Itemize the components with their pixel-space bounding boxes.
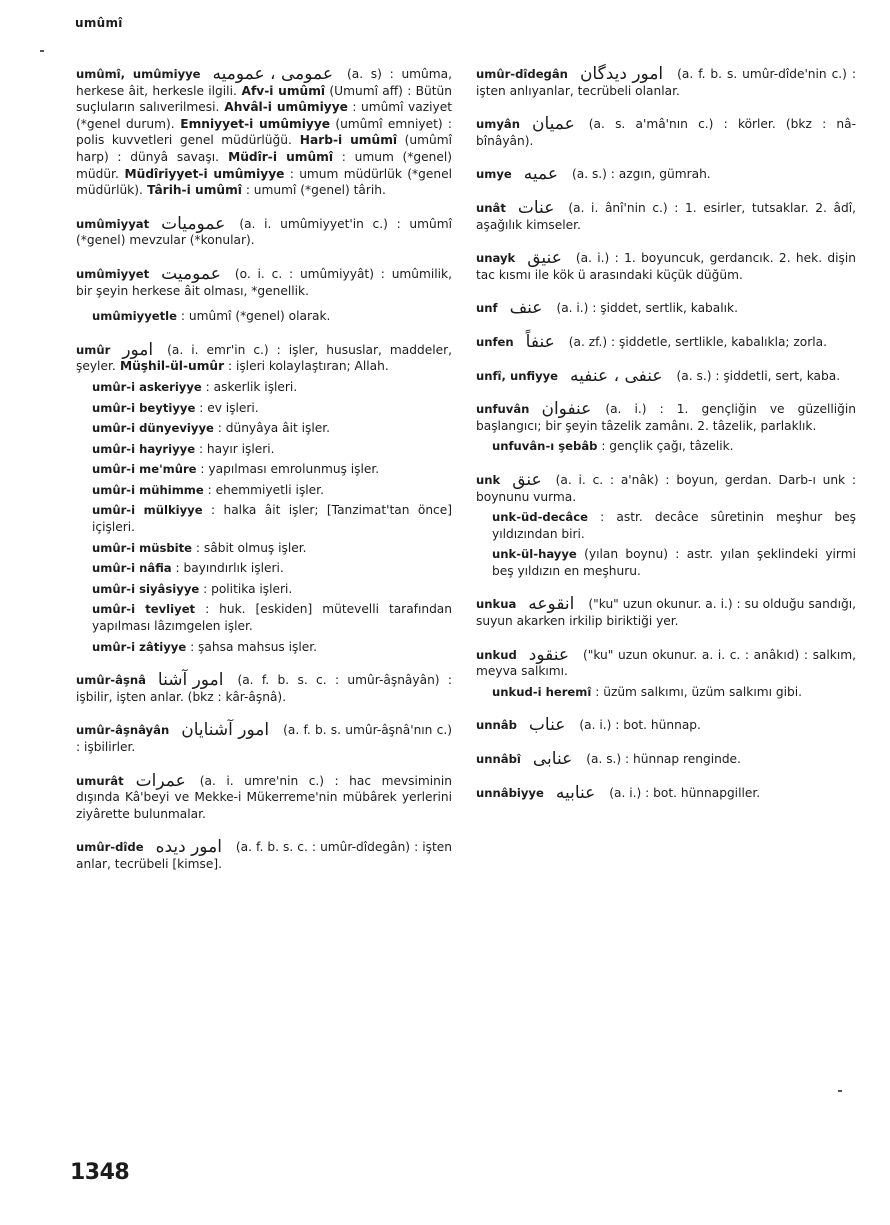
- entry-definition: : politika işleri.: [203, 581, 293, 596]
- entry-grammar: (a. f. b. s. c. :: [235, 840, 321, 855]
- entry-headword: unkud-i heremî: [492, 684, 592, 699]
- entry-definition: : askerlik işleri.: [205, 379, 298, 394]
- entry-grammar: (a. i. umre'nin c.) :: [199, 773, 350, 788]
- dictionary-subentry: [76, 482, 452, 499]
- entry-headword: umûr-i siyâsiyye: [92, 581, 200, 596]
- entry-definition: : umum müdürlük (*genel müdürlük).: [76, 166, 452, 198]
- entry-headword: umûr-i zâtiyye: [92, 639, 187, 654]
- entry-definition: şiddetli, sert, kaba.: [723, 368, 841, 383]
- dictionary-entry: [76, 213, 452, 249]
- entry-definition: azgın, gümrah.: [618, 167, 711, 182]
- entry-grammar: (o. i. c. : umûmiyyât) :: [234, 266, 392, 281]
- entry-definition: boyun, gerdan. Darb-ı unk : boynunu vurma.: [476, 472, 857, 504]
- entry-grammar: (a. f. b. s.: [677, 67, 743, 81]
- entry-headword: umûr-âşnâyân: [76, 723, 170, 738]
- dictionary-entry: [476, 469, 857, 505]
- entry-arabic: عمومیات: [161, 213, 226, 234]
- dictionary-entry: [76, 770, 452, 823]
- dictionary-subentry: [476, 546, 856, 579]
- entry-grammar: (a. i. ânî'nin c.) : 1.: [568, 200, 704, 215]
- entry-headword: umûr-i mühimme: [92, 482, 204, 497]
- entry-grammar: (a. i.) :: [579, 718, 624, 733]
- dictionary-subentry: [76, 379, 452, 396]
- entry-headword: unk: [476, 472, 501, 487]
- entry-headword: unnâbiyye: [476, 785, 544, 800]
- entry-arabic: عنفاً: [525, 331, 555, 352]
- entry-definition: : sâbit olmuş işler.: [195, 540, 307, 555]
- dictionary-entry: [476, 166, 856, 183]
- entry-definition: körler. (bkz : nâ-bînâyân).: [476, 117, 856, 148]
- entry-headword: umûr-i mülkiyye: [92, 503, 203, 518]
- entry-headword: unk-üd-decâce: [492, 510, 588, 525]
- entry-headword: unf: [476, 301, 498, 316]
- entry-definition: bot. hünnap.: [623, 718, 701, 733]
- entry-definition: : umum (*genel) müdür.: [76, 149, 452, 181]
- left-column: [76, 66, 452, 873]
- entry-grammar: (a. zf.) :: [568, 334, 619, 349]
- entry-phrase: Emniyyet-i umûmiyye: [174, 116, 331, 131]
- entry-grammar: (a. s) :: [346, 67, 402, 81]
- entry-definition: şiddet, sertlik, kabalık.: [600, 301, 738, 316]
- entry-arabic: انقوعه: [528, 594, 575, 615]
- entry-definition: işbilir, işten anlar. (bkz : kâr-âşnâ).: [76, 689, 287, 704]
- entry-phrase: Târih-i umûmî: [142, 183, 242, 198]
- dictionary-subentry: [76, 540, 452, 557]
- dictionary-entry: [476, 596, 856, 629]
- entry-headword: unfen: [476, 334, 514, 349]
- entry-headword: umûmiyyat: [76, 216, 150, 231]
- entry-headword: umûr-i nâfia: [92, 561, 172, 576]
- entry-definition: umûr-âşnâ'nın c.) : işbilirler.: [76, 723, 452, 754]
- entry-definition: (umûmî harp) : dünyâ savaşı.: [76, 133, 452, 164]
- entry-definition: : halka âit işler; [Tanzimat'tan önce] içişleri.: [92, 503, 453, 535]
- entry-definition: : gençlik çağı, tâzelik.: [601, 439, 734, 454]
- entry-definition: gençliğin ve güzelliğin başlangıcı; bir şeyin tâzelik zamânı. 2. tâzelik, parlaklık.: [476, 402, 856, 433]
- entry-arabic: عنف: [509, 298, 543, 319]
- entry-grammar: (a. i.) : 1.: [605, 402, 702, 417]
- entry-definition: işler, hususlar, maddeler, şeyler.: [76, 342, 452, 374]
- entry-arabic: عمیان: [531, 114, 575, 135]
- entry-grammar: :: [180, 309, 189, 324]
- dictionary-entry: [476, 782, 856, 803]
- entry-headword: umûr-i askeriyye: [92, 379, 202, 394]
- entry-grammar: ("ku" uzun okunur. a. i. c. :: [583, 647, 754, 662]
- entry-grammar: (a. i.) :: [556, 301, 601, 316]
- scan-speck: [838, 1090, 842, 1092]
- entry-grammar: ("ku" uzun okunur. a. i.) :: [588, 597, 745, 612]
- entry-definition: : işleri kolaylaştıran; Allah.: [224, 359, 389, 374]
- entry-headword: unkua: [476, 597, 517, 612]
- entry-arabic: امور دیدگان: [579, 64, 664, 84]
- entry-arabic: عنفی ، عنفیه: [570, 365, 663, 386]
- entry-definition: hünnap renginde.: [633, 752, 741, 767]
- right-column: [476, 66, 856, 801]
- entry-headword: umyân: [476, 117, 520, 132]
- entry-grammar: (a. s.) :: [571, 167, 619, 182]
- entry-headword: umûr-dîde: [76, 840, 144, 855]
- entry-headword: umûr-âşnâ: [76, 673, 146, 688]
- dictionary-entry: [476, 401, 856, 434]
- entry-phrase: Müdîriyyet-i umûmiyye: [118, 166, 285, 181]
- dictionary-entry: [476, 365, 856, 386]
- dictionary-entry: [476, 300, 856, 317]
- entry-arabic: امور آشنا: [157, 670, 224, 691]
- entry-headword: umûr-i dünyeviyye: [92, 421, 214, 436]
- entry-grammar: (a. s.) :: [586, 752, 634, 767]
- entry-definition: : umûmî vaziyet (*genel durum).: [76, 100, 452, 131]
- dictionary-entry: [76, 839, 452, 872]
- dictionary-subentry: [476, 509, 856, 542]
- entry-arabic: عناب: [528, 715, 566, 736]
- entry-grammar: (a. f. b. s.: [283, 723, 346, 738]
- dictionary-entry: [76, 672, 452, 705]
- entry-definition: hac mevsiminin dışında Kâ'beyi ve Mekke-i Mükerreme'nin mübârek yerlerini ziyârette bulunmalar.: [76, 773, 452, 821]
- entry-definition: : şahsa mahsus işler.: [190, 639, 318, 654]
- entry-grammar: (a. i.) : 1.: [575, 251, 642, 266]
- entry-arabic: عمیه: [523, 164, 558, 185]
- dictionary-subentry: [76, 441, 452, 458]
- entry-headword: umûr-i tevliyet: [92, 602, 196, 617]
- entry-headword: umûmiyyet: [76, 266, 150, 281]
- dictionary-entry: [476, 66, 856, 99]
- entry-arabic: عنقود: [528, 644, 570, 665]
- entry-definition: bot. hünnapgiller.: [653, 785, 761, 800]
- entry-grammar: (a. i. emr'in c.) :: [167, 342, 289, 357]
- entry-arabic: عنفوان: [541, 399, 592, 420]
- scan-speck: [40, 50, 44, 52]
- dictionary-entry: [76, 339, 452, 375]
- entry-headword: umurât: [76, 773, 124, 788]
- entry-definition: : bayındırlık işleri.: [175, 561, 284, 576]
- entry-headword: unât: [476, 200, 506, 215]
- dictionary-subentry: [476, 684, 856, 701]
- entry-arabic: عنق: [512, 469, 542, 490]
- entry-arabic: عمومیت: [161, 263, 221, 284]
- entry-grammar: (a. i. c. : a'nâk) :: [555, 472, 677, 487]
- entry-headword: unfuvân-ı şebâb: [492, 439, 598, 454]
- entry-headword: unnâb: [476, 718, 517, 733]
- entry-arabic: امور آشنایان: [181, 720, 270, 741]
- entry-headword: umûr-dîdegân: [476, 67, 568, 81]
- entry-arabic: عنیق: [527, 248, 562, 269]
- entry-phrase: Müdîr-i umûmî: [218, 149, 334, 164]
- entry-definition: : huk. [eskiden] mütevelli tarafından yapılması lâzımgelen işler.: [92, 602, 452, 634]
- dictionary-subentry: [76, 420, 452, 437]
- entry-definition: (yılan boynu) : astr. yılan şeklindeki yirmi beş yıldızın en meşhuru.: [492, 547, 856, 578]
- entry-headword: umûr-i hayriyye: [92, 441, 196, 456]
- entry-definition: (umûmî emniyet) : polis kuvvetleri genel müdürlüğü.: [76, 116, 452, 148]
- entry-definition: (Umumî aff) : Bütün suçluların salıverilmesi.: [76, 83, 452, 115]
- entry-headword: umûr-i müsbite: [92, 540, 193, 555]
- dictionary-entry: [476, 197, 856, 233]
- entry-headword: umûr-i me'mûre: [92, 462, 197, 477]
- entry-definition: anâkıd) : salkım, meyva salkımı.: [476, 647, 856, 679]
- entry-definition: : üzüm salkımı, üzüm salkımı gibi.: [595, 684, 802, 699]
- entry-headword: unayk: [476, 251, 516, 266]
- entry-phrase: Ahvâl-i umûmiyye: [219, 100, 348, 115]
- entry-definition: : ehemmiyetli işler.: [207, 482, 324, 497]
- entry-definition: umûmilik, bir şeyin herkese âit olması, *genellik.: [76, 266, 452, 298]
- entry-grammar: (a. s.) :: [676, 368, 724, 383]
- page-number: 1348: [70, 1160, 130, 1185]
- entry-definition: şiddetle, sertlikle, kabalıkla; zorla.: [619, 334, 827, 349]
- dictionary-entry: [476, 250, 856, 283]
- dictionary-subentry: [76, 560, 452, 577]
- entry-grammar: (a. i.) :: [609, 785, 654, 800]
- entry-definition: : yapılması emrolunmuş işler.: [200, 462, 380, 477]
- dictionary-subentry: [76, 502, 452, 535]
- entry-arabic: عمومی ، عمومیه: [212, 64, 333, 84]
- entry-definition: umûmî (*genel) mevzular (*konular).: [76, 216, 452, 248]
- entry-arabic: امور: [122, 339, 154, 360]
- dictionary-subentry: [76, 601, 452, 634]
- entry-headword: unfî, unfiyye: [476, 368, 559, 383]
- entry-definition: : hayır işleri.: [198, 441, 275, 456]
- entry-headword: unkud: [476, 647, 517, 662]
- dictionary-subentry: [76, 639, 452, 656]
- entry-phrase: Müşhil-ül-umûr: [115, 359, 225, 374]
- dictionary-subentry: [76, 461, 452, 478]
- entry-arabic: امور دیده: [155, 837, 222, 858]
- entry-definition: umûmî (*genel) olarak.: [188, 309, 331, 324]
- entry-arabic: عنابیه: [555, 782, 596, 803]
- entry-arabic: عنات: [517, 197, 555, 218]
- entry-definition: boyuncuk, gerdancık. 2. hek. dişin tac kısmı ile kök ü arasındaki küçük düğüm.: [476, 251, 856, 282]
- entry-headword: umûmî, umûmiyye: [76, 67, 201, 81]
- entry-definition: esirler, tutsaklar. 2. âdî, aşağılık kimseler.: [476, 200, 856, 232]
- entry-definition: su olduğu sandığı, suyun akarken irkilip biriktiği yer.: [476, 597, 856, 629]
- entry-grammar: (a. i. umûmiyyet'in c.) :: [239, 216, 410, 231]
- dictionary-entry: [76, 263, 452, 299]
- page-header: umûmî: [75, 16, 123, 30]
- entry-phrase: Harb-i umûmî: [291, 133, 398, 148]
- entry-definition: : dünyâya âit işler.: [217, 421, 331, 436]
- dictionary-entry: [76, 722, 452, 755]
- entry-headword: unfuvân: [476, 402, 530, 417]
- entry-definition: umûr-dîde'nin c.) : işten anlıyanlar, tecrübeli olanlar.: [476, 67, 856, 98]
- entry-arabic: عنابی: [532, 749, 573, 770]
- entry-definition: : ev işleri.: [199, 400, 259, 415]
- entry-grammar: (a. f. b. s. c. : umûr-âşnâyân) :: [237, 673, 452, 688]
- entry-definition: : astr. decâce sûretinin meşhur beş yıldızından biri.: [492, 510, 856, 541]
- entry-headword: unnâbî: [476, 752, 521, 767]
- dictionary-subentry: [76, 581, 452, 598]
- entry-headword: umûr: [76, 342, 111, 357]
- entry-headword: umûr-i beytiyye: [92, 400, 196, 415]
- entry-definition: umûma, herkese âit, herkesle ilgili.: [76, 67, 452, 98]
- dictionary-subentry: [476, 438, 856, 455]
- dictionary-entry: [76, 66, 452, 199]
- dictionary-entry: [476, 717, 856, 734]
- entry-headword: unk-ül-hayye: [492, 547, 577, 562]
- entry-definition: : umumî (*genel) târih.: [241, 183, 386, 198]
- dictionary-subentry: [76, 400, 452, 417]
- dictionary-entry: [476, 331, 856, 352]
- entry-headword: umûmiyyetle: [92, 309, 178, 324]
- entry-arabic: عمرات: [135, 770, 186, 791]
- entry-headword: umye: [476, 167, 512, 182]
- dictionary-entry: [476, 751, 856, 768]
- dictionary-entry: [76, 308, 452, 325]
- entry-phrase: Afv-i umûmî: [236, 83, 326, 98]
- dictionary-entry: [476, 116, 856, 149]
- entry-definition: umûr-dîdegân) : işten anlar, tecrübeli [kimse].: [76, 840, 452, 871]
- entry-grammar: (a. s. a'mâ'nın c.) :: [588, 117, 738, 132]
- dictionary-entry: [476, 644, 856, 680]
